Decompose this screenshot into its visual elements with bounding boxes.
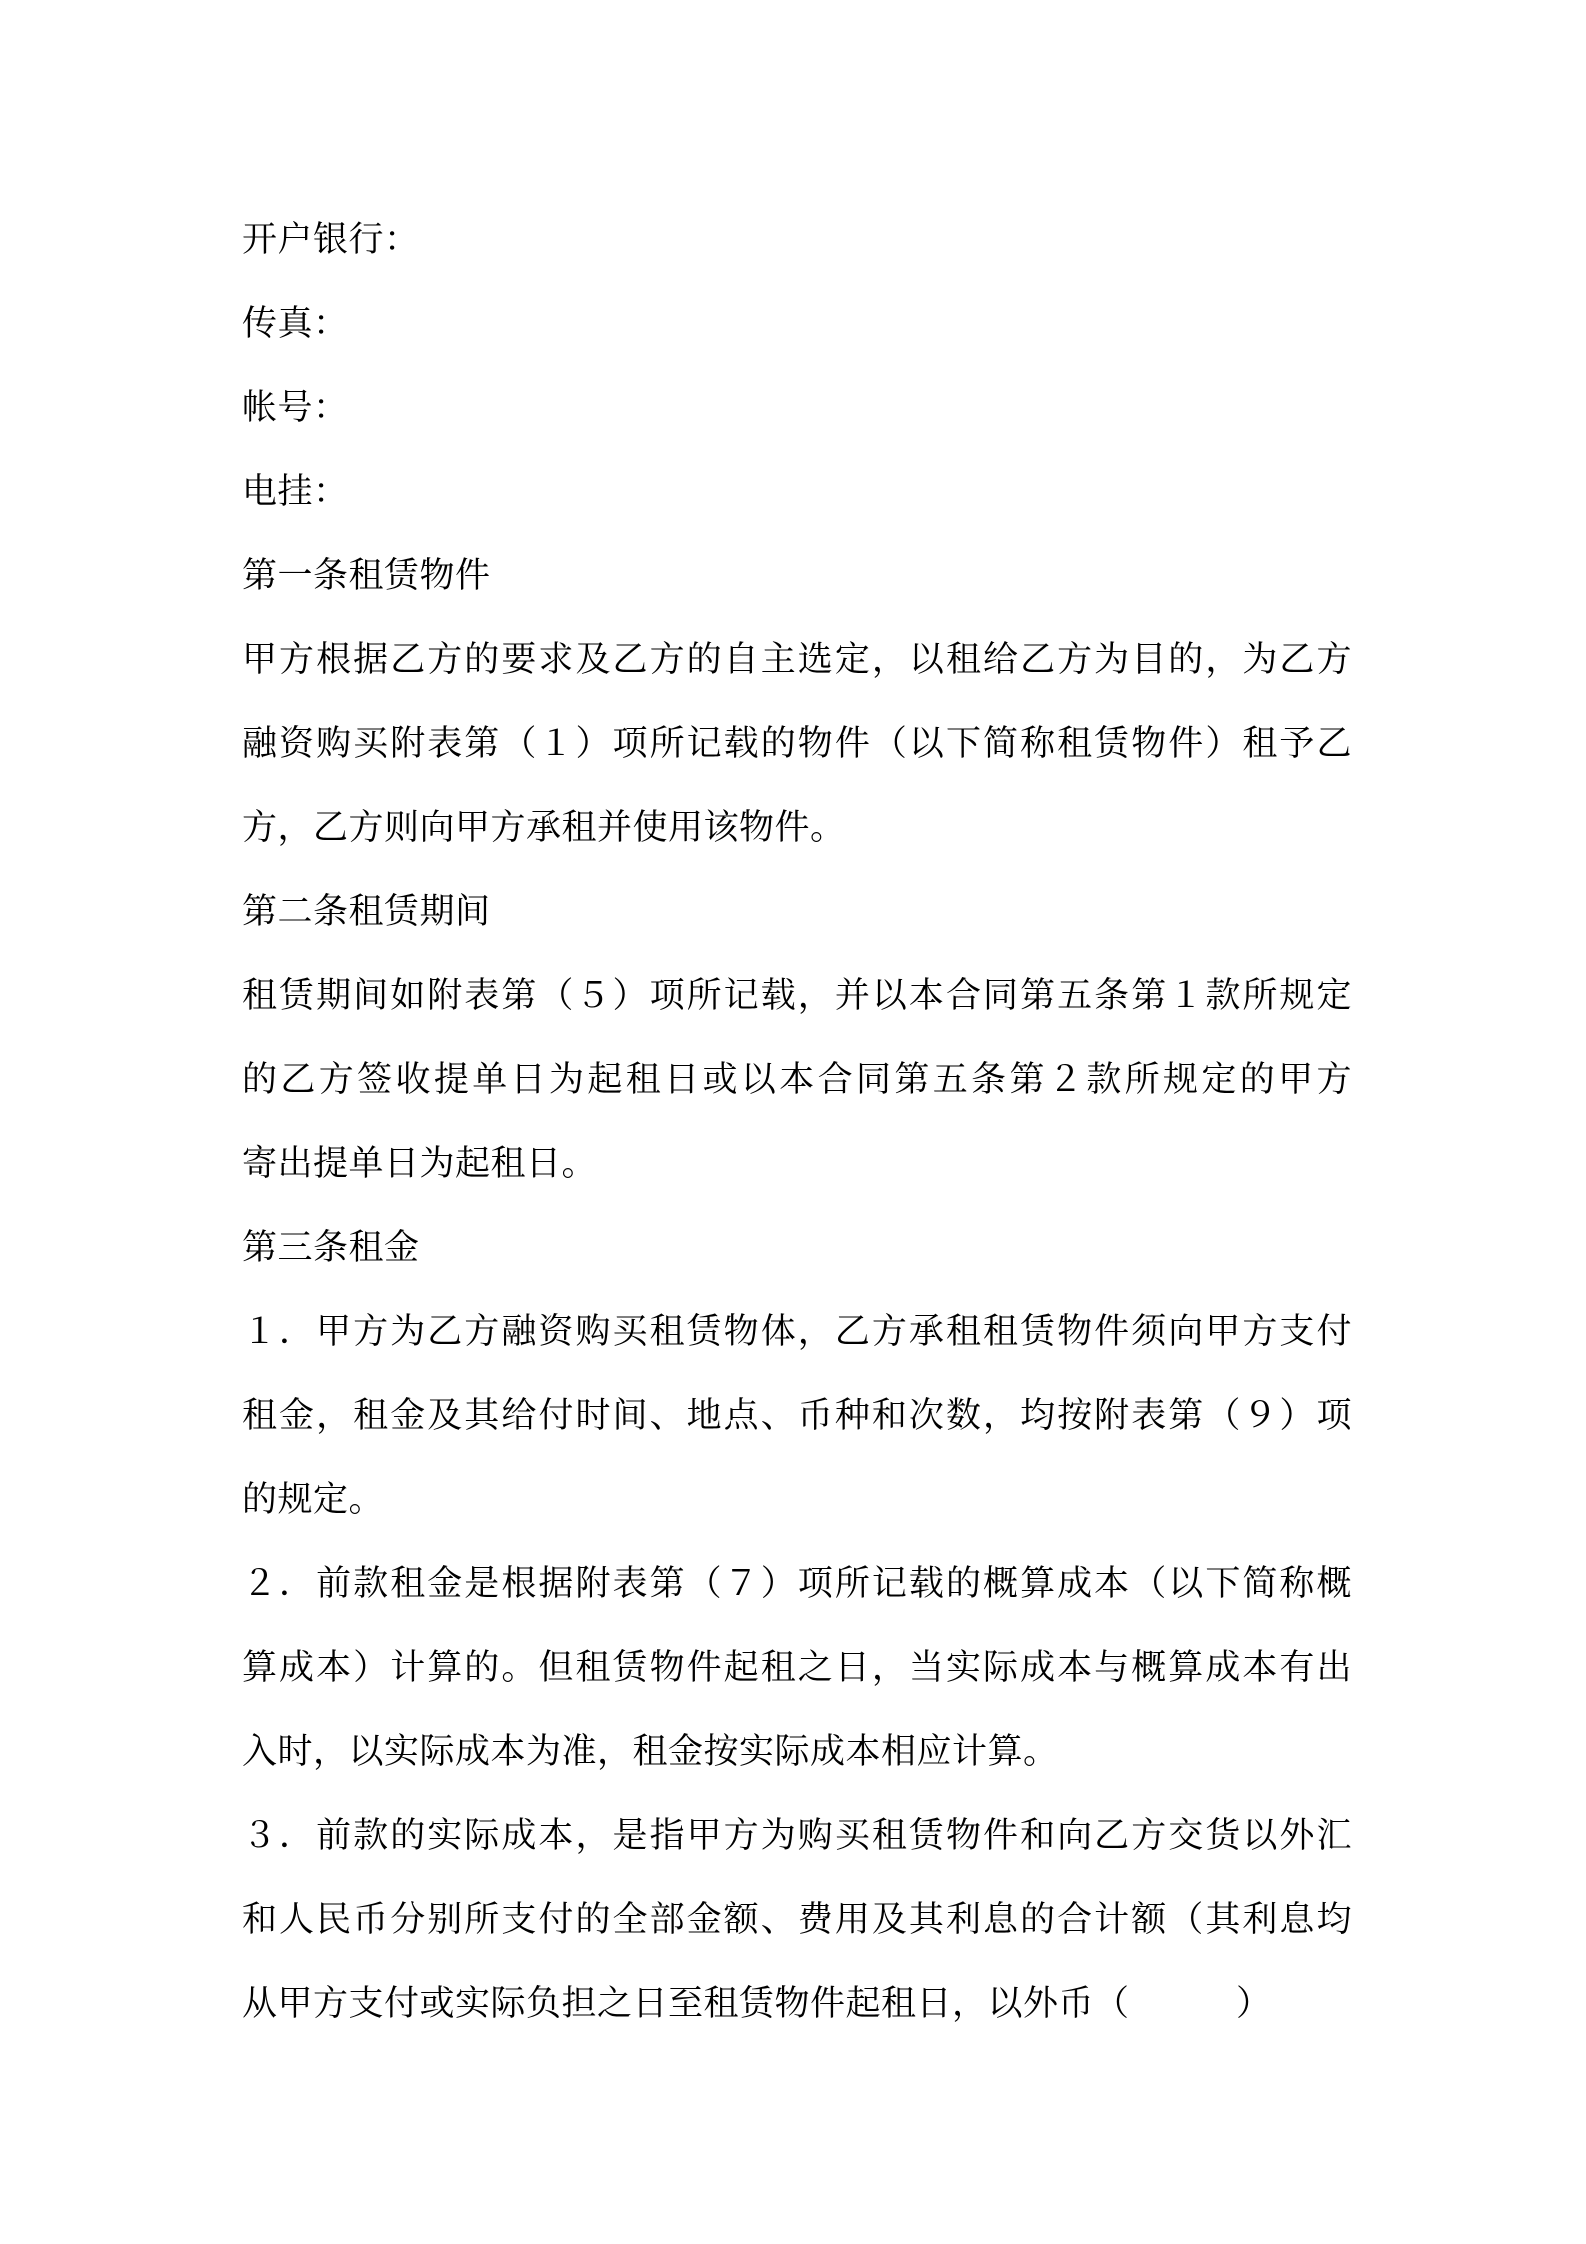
text-line: 方，乙方则向甲方承租并使用该物件。 [242, 808, 846, 848]
field-fax: 传真： [242, 304, 349, 344]
text-line: ２．前款租金是根据附表第（７）项所记载的概算成本（以下简称概 [242, 1564, 1352, 1604]
article-3-clause-2 [242, 1542, 1352, 1794]
text-line: 甲方根据乙方的要求及乙方的自主选定，以租给乙方为目的，为乙方 [242, 640, 1352, 680]
text-line: 和人民币分别所支付的全部金额、费用及其利息的合计额（其利息均 [242, 1900, 1352, 1940]
text-line: １．甲方为乙方融资购买租赁物体，乙方承租租赁物件须向甲方支付 [242, 1312, 1352, 1352]
field-account: 帐号： [242, 388, 349, 428]
text-line: 租金，租金及其给付时间、地点、币种和次数，均按附表第（９）项 [242, 1396, 1352, 1436]
text-line: 租赁期间如附表第（５）项所记载，并以本合同第五条第１款所规定 [242, 976, 1352, 1016]
text-line: 入时，以实际成本为准，租金按实际成本相应计算。 [242, 1732, 1059, 1772]
article-3-clause-3 [242, 1794, 1352, 2046]
article-3-clause-1 [242, 1290, 1352, 1542]
field-cable: 电挂： [242, 472, 349, 512]
article-3-heading: 第三条租金 [242, 1228, 420, 1268]
article-1-heading: 第一条租赁物件 [242, 556, 491, 596]
text-line: 融资购买附表第（１）项所记载的物件（以下简称租赁物件）租予乙 [242, 724, 1352, 764]
text-line: ３．前款的实际成本，是指甲方为购买租赁物件和向乙方交货以外汇 [242, 1816, 1352, 1856]
field-bank: 开户银行： [242, 220, 420, 260]
text-line: 的乙方签收提单日为起租日或以本合同第五条第２款所规定的甲方 [242, 1060, 1352, 1100]
article-2-heading: 第二条租赁期间 [242, 892, 491, 932]
text-line: 的规定。 [242, 1480, 385, 1520]
text-line: 从甲方支付或实际负担之日至租赁物件起租日，以外币（ ） [242, 1984, 1272, 2024]
document-body [242, 198, 1352, 2046]
article-2-paragraph [242, 954, 1352, 1206]
article-1-paragraph [242, 618, 1352, 870]
text-line: 算成本）计算的。但租赁物件起租之日，当实际成本与概算成本有出 [242, 1648, 1352, 1688]
text-line: 寄出提单日为起租日。 [242, 1144, 598, 1184]
